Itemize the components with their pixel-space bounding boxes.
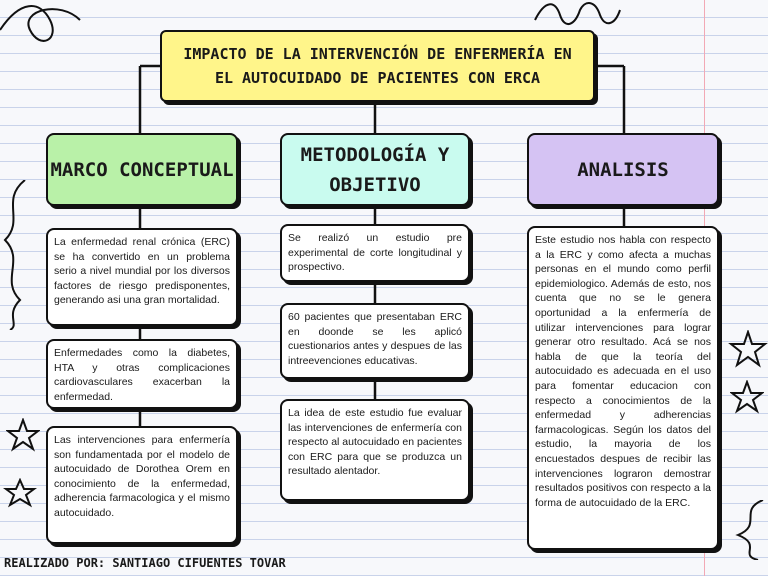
metodologia-item-2: 60 pacientes que presentaban ERC en doonde se les aplicó cuestionarios antes y despues de las intreevenciones educativas.: [280, 303, 470, 379]
star-bottom-left-decoration: [0, 478, 40, 508]
heading-marco-conceptual: [46, 133, 238, 206]
metodologia-item-1: Se realizó un estudio pre experimental de corte longitudinal y prospectivo.: [280, 224, 470, 282]
marco-conceptual-item-1: La enfermedad renal crónica (ERC) se ha convertido en un problema serio a nivel mundial por los diversos factores de riesgo predisponentes, generando asi una gran mortalidad.: [46, 228, 238, 326]
marco-conceptual-item-3: Las intervenciones para enfermería son fundamentada por el modelo de autocuidado de Dorothea Orem en conocimiento de la enfermedad, adherencia farmacologica y el mismo autocuidado.: [46, 426, 238, 544]
scribble-top-left-decoration: [0, 0, 120, 60]
scribble-bottom-right-decoration: [728, 500, 768, 560]
scribble-left-decoration: [0, 180, 30, 330]
heading-metodologia-objetivo-text: METODOLOGÍA Y OBJETIVO: [300, 143, 450, 196]
heading-marco-conceptual-text: MARCO CONCEPTUAL: [50, 158, 234, 181]
diagram-title: [160, 30, 595, 102]
metodologia-item-3: La idea de este estudio fue evaluar las intervenciones de enfermería con respecto al autocuidado en pacientes con ERC para que se produzca un resultado alentador.: [280, 399, 470, 501]
heading-analisis: [527, 133, 719, 206]
star-left-decoration: [6, 418, 40, 452]
star-right-small-decoration: [730, 380, 764, 414]
author-footer: REALIZADO POR: SANTIAGO CIFUENTES TOVAR: [4, 556, 286, 570]
diagram-title-text: IMPACTO DE LA INTERVENCIÓN DE ENFERMERÍA EN EL AUTOCUIDADO DE PACIENTES CON ERCA: [183, 45, 572, 87]
heading-analisis-text: ANALISIS: [577, 158, 669, 181]
heading-metodologia-objetivo: [280, 133, 470, 206]
star-right-decoration: [728, 330, 768, 370]
marco-conceptual-item-2: Enfermedades como la diabetes, HTA y otras complicaciones cardiovasculares exacerban la enfermedad.: [46, 339, 238, 409]
scribble-top-right-decoration: [530, 0, 650, 30]
analisis-item-1: Este estudio nos habla con respecto a la ERC y como afecta a muchas personas en el mundo como perfil epidemiologico. Además de esto, nos cuenta que no se le genera oportunidad a la enfermería de utilizar intervenciones para lograr generar otro resultado. Acá se nos habla de que la teoría del autocuidado es adecuada en el uso para fomentar educacion con respecto a conocimientos de la enfermedad y adherencias farmacologicas. Según los datos del estudio, la mayoria de los encuestados despues de recibir las intervenciones lograron demostrar resultados positivos con respecto a la forma de autocuidado de la ERC.: [527, 226, 719, 550]
